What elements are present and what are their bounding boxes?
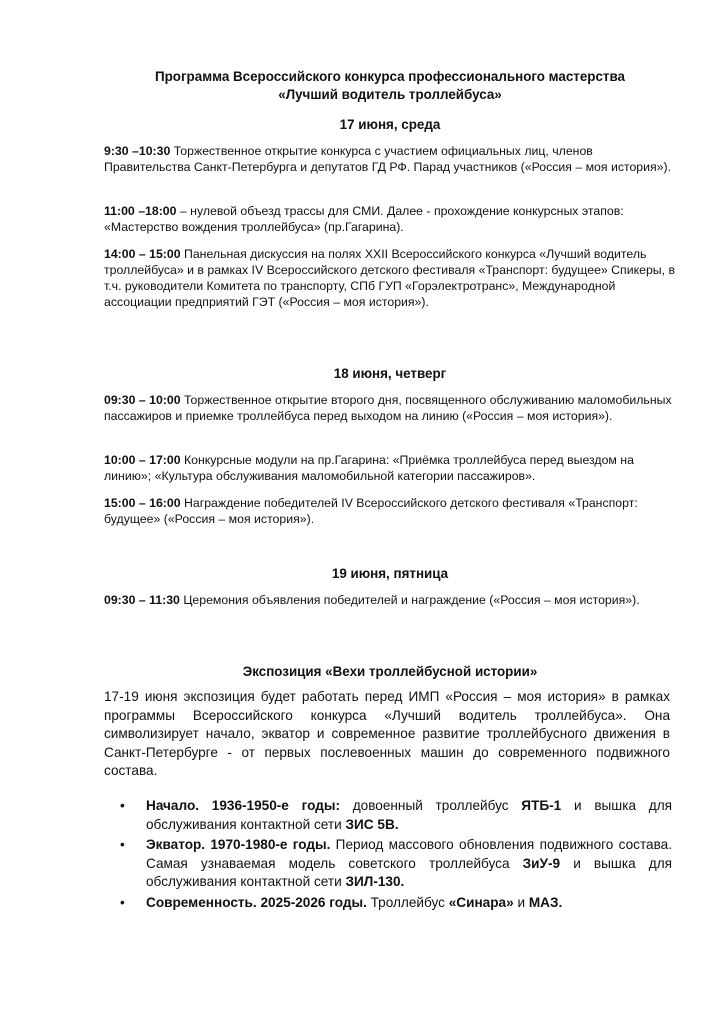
entry-text: Награждение победителей IV Всероссийского детского фестиваля «Транспорт: будущее» («Россия – моя история»). <box>104 496 638 526</box>
bullet-bold: ЗИЛ-130. <box>345 874 405 889</box>
bullet-lead: Экватор. 1970-1980-е годы. <box>146 837 331 852</box>
exposition-list <box>104 797 672 914</box>
schedule-entry <box>104 495 682 527</box>
entry-time: 9:30 –10:30 <box>104 144 171 158</box>
entry-text: Конкурсные модули на пр.Гагарина: «Приёмка троллейбуса перед выездом на линию»; «Культура обслуживания маломобильной категории пассажиров». <box>104 453 634 483</box>
day-heading-2: 18 июня, четверг <box>333 366 447 381</box>
bullet-text: и вышка для обслуживания контактной сети <box>146 855 672 889</box>
bullet-text: Троллейбус <box>366 894 449 910</box>
entry-time: 14:00 – 15:00 <box>104 247 181 261</box>
schedule-entry <box>104 452 682 484</box>
entry-text: Церемония объявления победителей и награждение («Россия – моя история»). <box>179 593 640 607</box>
exposition-intro: 17-19 июня экспозиция будет работать перед ИМП «Россия – моя история» в рамках программы Всероссийского конкурса «Лучший водитель троллейбуса». Она символизирует начало, экватор и современное развитие троллейбусного движения в Санкт-Петербурге - от первых послевоенных машин до современного подвижного состава. <box>104 689 670 778</box>
day-heading-1: 17 июня, среда <box>339 117 441 132</box>
document-title <box>100 68 680 104</box>
bullet-text: и <box>513 894 529 910</box>
title-line-2: «Лучший водитель троллейбуса» <box>278 87 502 102</box>
entry-time: 11:00 –18:00 <box>104 204 177 218</box>
bullet-bold: ЗИС 5В. <box>345 816 399 832</box>
exposition-heading: Экспозиция «Вехи троллейбусной истории» <box>242 664 538 679</box>
bullet-bold: МАЗ. <box>528 894 563 910</box>
schedule-entry <box>104 143 682 175</box>
bullet-lead: Начало. 1936-1950-е годы: <box>146 798 340 813</box>
entry-time: 09:30 – 11:30 <box>104 593 180 607</box>
bullet-icon: • <box>120 837 125 852</box>
bullet-lead: Современность. 2025-2026 годы. <box>146 894 367 910</box>
entry-text: Панельная дискуссия на полях XXII Всероссийского конкурса «Лучший водитель троллейбуса» и в рамках IV Всероссийского детского фестиваля «Транспорт: будущее» Спикеры, в т.ч. руководители Комитета по транспорту, СПб ГУП «Горэлектротранс», Международной ассоциации предприятий ГЭТ («Россия – моя история»). <box>104 247 675 309</box>
bullet-text: Период массового обновления подвижного состава. Самая узнаваемая модель советского троллейбуса <box>146 837 672 871</box>
day-heading-3: 19 июня, пятница <box>331 566 449 581</box>
schedule-entry <box>104 203 682 235</box>
schedule-entry <box>104 246 682 310</box>
entry-time: 15:00 – 16:00 <box>104 496 181 510</box>
bullet-icon: • <box>120 798 125 813</box>
bullet-text: довоенный троллейбус <box>340 798 522 813</box>
schedule-entry <box>104 392 682 424</box>
bullet-bold: ЗиУ-9 <box>522 855 561 871</box>
bullet-bold: «Синара» <box>448 894 514 910</box>
bullet-icon: • <box>120 894 125 910</box>
entry-text: Торжественное открытие конкурса с участием официальных лиц, членов Правительства Санкт-Петербурга и депутатов ГД РФ. Парад участников («Россия – моя история»). <box>104 144 672 174</box>
list-item <box>104 836 672 892</box>
list-item <box>104 894 672 913</box>
entry-time: 10:00 – 17:00 <box>104 453 181 467</box>
title-line-1: Программа Всероссийского конкурса профессионального мастерства <box>155 69 625 84</box>
entry-text: – нулевой объезд трассы для СМИ. Далее - прохождение конкурсных этапов: «Мастерство вождения троллейбуса» (пр.Гагарина). <box>104 204 624 234</box>
schedule-entry <box>104 592 682 608</box>
entry-time: 09:30 – 10:00 <box>104 393 181 407</box>
entry-text: Торжественное открытие второго дня, посвященного обслуживанию маломобильных пассажиров и приемке троллейбуса перед выходом на линию («Россия – моя история»). <box>104 393 672 423</box>
list-item <box>104 797 672 834</box>
bullet-text: и вышка для обслуживания контактной сети <box>146 798 672 832</box>
bullet-bold: ЯТБ-1 <box>521 798 562 813</box>
